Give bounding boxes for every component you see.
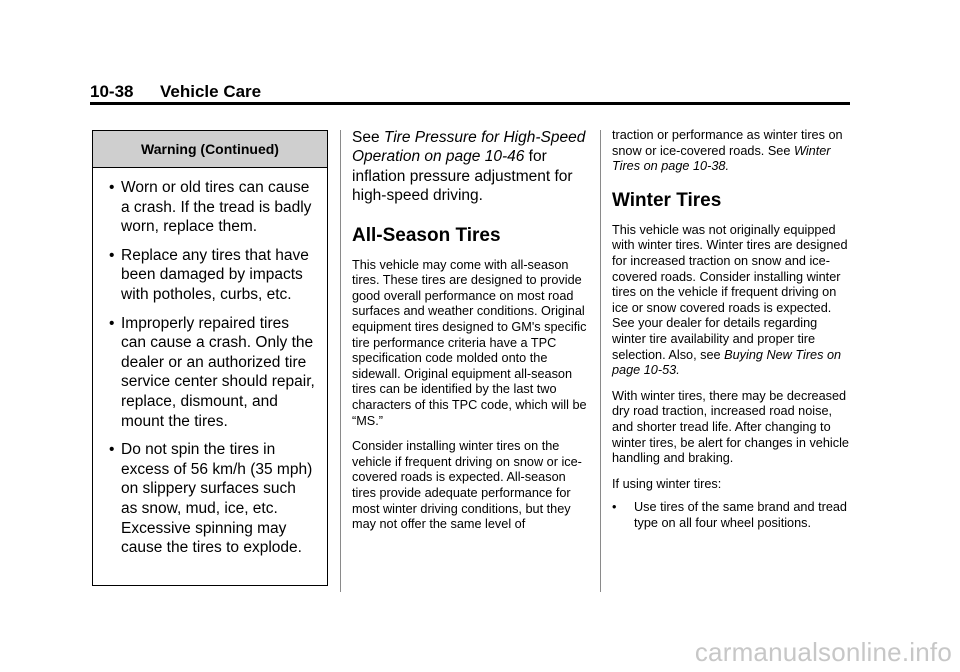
winter-paragraph-3: If using winter tires: [612, 476, 722, 491]
warning-box [92, 130, 328, 586]
cross-reference: Winter Tires on page 10-38. [612, 143, 831, 174]
column-divider [600, 130, 601, 592]
bullet-icon: • [109, 314, 115, 332]
warning-item: • Replace any tires that have been damaged by impacts with potholes, curbs, etc. [109, 246, 309, 303]
winter-paragraph-1: This vehicle was not originally equipped with winter tires. Winter tires are designed for increased traction on snow and ice-covered roads. Consider installing winter tires on the vehicle if frequent driving on ice or snow covered roads is expected. See your dealer for details regarding winter tire availability and proper tire selection. Also, see Buying New Tires on page 10-53. [612, 222, 848, 378]
continued-paragraph: traction or performance as winter tires on snow or ice-covered roads. See Winter Tires on page 10-38. [612, 128, 843, 174]
all-season-heading: All-Season Tires [352, 224, 501, 246]
warning-item: • Improperly repaired tires can cause a crash. Only the dealer or an authorized tire service center should repair, replace, dismount, and mount the tires. [109, 314, 315, 430]
warning-list [93, 168, 327, 558]
warning-title: Warning (Continued) [93, 131, 327, 168]
all-season-paragraph-1: This vehicle may come with all-season tires. These tires are designed to provide good overall performance on most road surfaces and weather conditions. Original equipment tires designed to GM's specific tire performance criteria have a TPC specification code molded onto the sidewall. Original equipment all-season tires can be identified by the last two characters of this TPC code, which will be “MS.” [352, 257, 587, 428]
winter-bullet-list [612, 500, 854, 531]
winter-paragraph-2: With winter tires, there may be decreased dry road traction, increased road noise, and shorter tread life. After changing to winter tires, be alert for changes in vehicle handling and braking. [612, 388, 849, 466]
column-2 [352, 128, 588, 533]
list-item: • Use tires of the same brand and tread type on all four wheel positions. [612, 500, 847, 530]
all-season-paragraph-2: Consider installing winter tires on the vehicle if frequent driving on snow or ice-covered roads is expected. All-season tires provide adequate performance for most winter driving conditions, but they may not offer the same level of [352, 439, 582, 532]
page-header [90, 82, 261, 102]
intro-paragraph: See Tire Pressure for High-Speed Operation on page 10-46 for inflation pressure adjustment for high-speed driving. [352, 129, 586, 205]
bullet-icon: • [109, 179, 115, 196]
warning-item: • Do not spin the tires in excess of 56 km/h (35 mph) on slippery surfaces such as snow, mud, ice, etc. Excessive spinning may cause the tires to explode. [109, 441, 313, 557]
column-divider [340, 130, 341, 592]
section-title: Vehicle Care [160, 82, 262, 101]
warning-item: • Worn or old tires can cause a crash. If the tread is badly worn, replace them. [109, 179, 312, 236]
watermark: carmanualsonline.info [694, 637, 952, 667]
column-3 [612, 128, 854, 531]
bullet-icon: • [612, 500, 617, 515]
page-number: 10-38 [90, 82, 134, 101]
winter-tires-heading: Winter Tires [612, 189, 722, 211]
header-rule [90, 102, 850, 105]
cross-reference: Buying New Tires on page 10-53. [612, 347, 842, 378]
cross-reference: Tire Pressure for High-Speed Operation on page 10-46 [352, 129, 586, 166]
bullet-icon: • [109, 441, 115, 459]
bullet-icon: • [109, 246, 115, 264]
